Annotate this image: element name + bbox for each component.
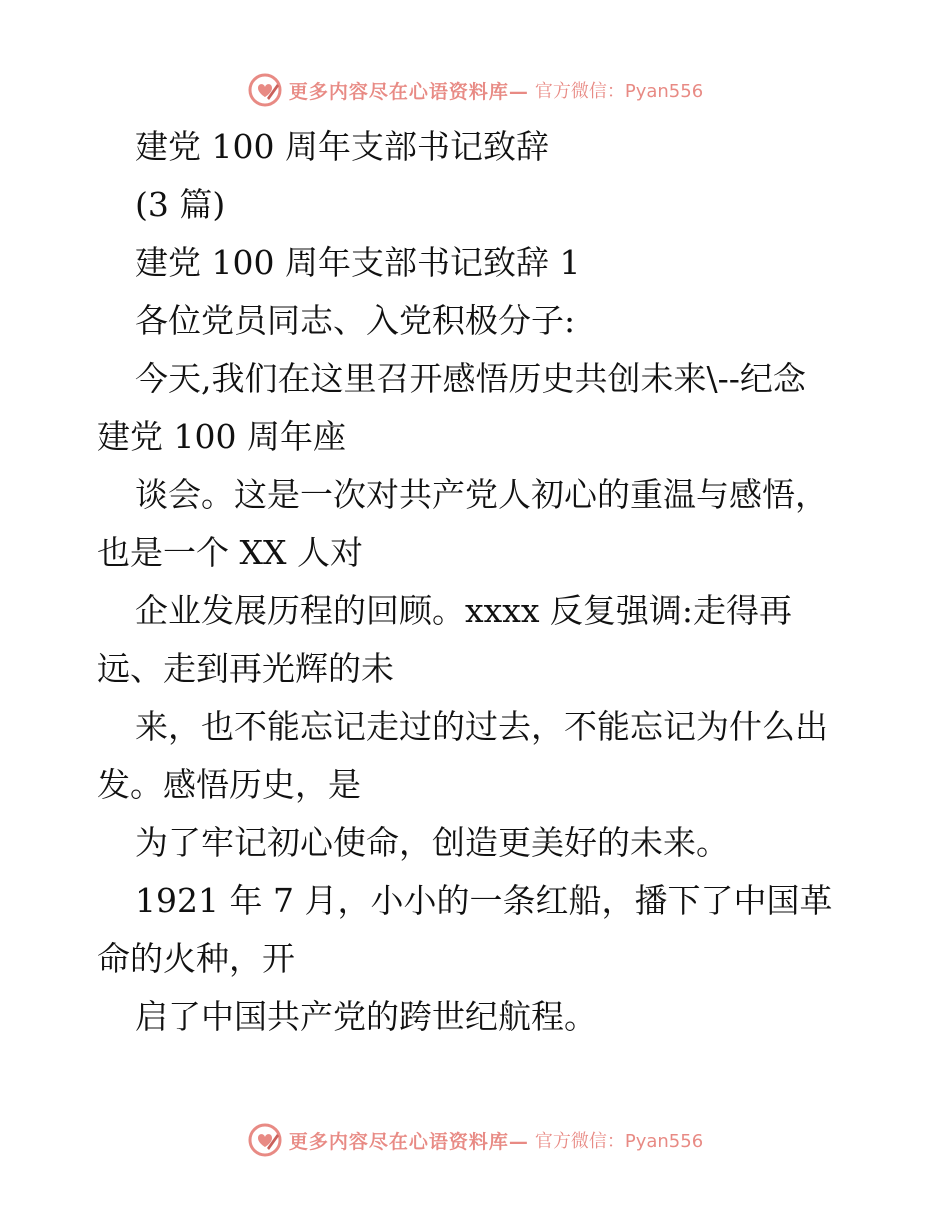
banner-wechat-text: 官方微信：Pyan556 [534,1131,704,1152]
doc-line: 建党 100 周年座 [97,417,346,456]
doc-line: 远、走到再光辉的未 [97,649,394,688]
banner-main-text: 更多内容尽在心语资料库— [288,80,529,103]
footer-banner-content [247,1122,703,1158]
doc-line: 建党 100 周年支部书记致辞 1 [135,243,581,282]
doc-line: 企业发展历程的回顾。xxxx 反复强调:走得再 [135,591,793,630]
heart-pen-icon [247,1122,283,1158]
heart-pen-icon [247,72,283,108]
doc-line: 发。感悟历史，是 [97,765,361,804]
doc-line: 为了牢记初心使命，创造更美好的未来。 [135,823,729,862]
banner-main-text: 更多内容尽在心语资料库— [288,1130,529,1153]
doc-line: 来，也不能忘记走过的过去，不能忘记为什么出 [135,707,828,746]
doc-line: 建党 100 周年支部书记致辞 [135,127,549,166]
banner-wechat-text: 官方微信：Pyan556 [534,81,704,102]
doc-line: 也是一个 XX 人对 [97,533,363,572]
doc-line: 各位党员同志、入党积极分子: [135,301,576,340]
doc-line: 启了中国共产党的跨世纪航程。 [135,997,597,1036]
header-banner [0,70,950,110]
doc-line: 谈会。这是一次对共产党人初心的重温与感悟， [135,475,828,514]
doc-line: 命的火种，开 [97,939,295,978]
doc-line: 1921 年 7 月，小小的一条红船，播下了中国革 [135,881,833,920]
doc-line: 今天,我们在这里召开感悟历史共创未来\--纪念 [135,359,806,398]
document-body [97,118,857,1046]
footer-banner [0,1120,950,1160]
header-banner-content [247,72,703,108]
doc-line: (3 篇) [135,185,226,224]
